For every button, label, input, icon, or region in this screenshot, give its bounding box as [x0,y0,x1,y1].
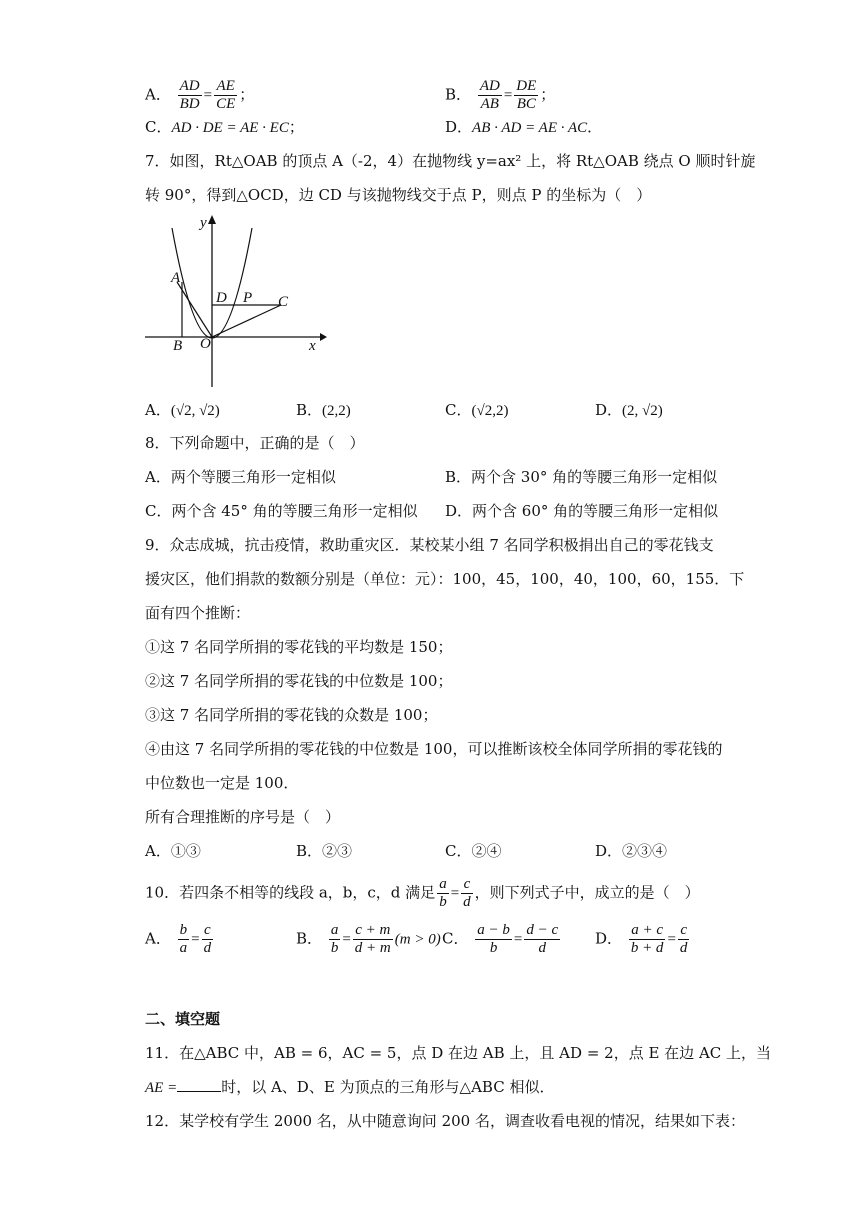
q10-option-b: B． $\frac{a}{b}$ = $\frac{c + m}{d + m}$ (m > 0) [296,922,441,956]
q9-option-c: C．②④ [445,842,502,860]
q11-line1: 11．在△ABC 中，AB = 6，AC = 5，点 D 在边 AB 上，且 AD = 2，点 E 在边 AC 上，当 [145,1044,772,1062]
label-p: P [243,290,253,306]
answer-blank[interactable] [177,1077,221,1092]
q6-option-a: A． $\frac{AD}{BD}$ = $\frac{AE}{CE}$ ； [145,78,255,112]
label-b: B [173,338,183,354]
q9-stem-line3: 面有四个推断： [145,604,251,622]
q8-option-c: C．两个含 45° 角的等腰三角形一定相似 [145,502,418,520]
q9-statement-3: ③这 7 名同学所捐的零花钱的众数是 100； [145,706,438,724]
q9-statement-1: ①这 7 名同学所捐的零花钱的平均数是 150； [145,638,453,656]
q9-stem-line1: 9．众志成城，抗击疫情，救助重灾区．某校某小组 7 名同学积极捐出自己的零花钱支 [145,536,714,554]
q9-option-b: B．②③ [296,842,353,860]
q7-option-a: A．(√2, √2) [145,401,220,419]
q7-stem-line2: 转 90°，得到△OCD，边 CD 与该抛物线交于点 P，则点 P 的坐标为（ ） [145,186,652,204]
q8-option-a: A．两个等腰三角形一定相似 [145,468,336,486]
fraction: $\frac{c}{d}$ [463,876,471,910]
q9-statement-2: ②这 7 名同学所捐的零花钱的中位数是 100； [145,672,453,690]
option-label: A． [145,85,171,104]
q6-option-c: C．AD · DE = AE · EC； [145,118,304,136]
label-x: x [309,338,316,354]
q7-stem-line1: 7．如图，Rt△OAB 的顶点 A（-2，4）在抛物线 y=ax² 上，将 Rt△OAB 绕点 O 顺时针旋 [145,152,756,170]
q9-statement-4a: ④由这 7 名同学所捐的零花钱的中位数是 100，可以推断该校全体同学所捐的零花钱的 [145,740,723,758]
q8-option-b: B．两个含 30° 角的等腰三角形一定相似 [445,468,718,486]
fraction: $\frac{AE}{CE}$ [216,78,236,112]
q7-option-d: D．(2, √2) [595,401,663,419]
q10-option-d: D． $\frac{a + c}{b + d}$ = $\frac{c}{d}$ [595,922,688,956]
q7-figure [140,210,330,390]
fraction: $\frac{a}{b}$ [439,876,447,910]
label-d: D [216,290,227,306]
label-a: A [171,270,181,286]
q8-stem: 8．下列命题中，正确的是（ ） [145,434,365,452]
q10-option-a: A． $\frac{b}{a}$ = $\frac{c}{d}$ [145,922,212,956]
q9-statement-4b: 中位数也一定是 100． [145,774,299,792]
option-label: B． [445,85,472,104]
x-axis-arrow [320,333,327,341]
q8-option-d: D．两个含 60° 角的等腰三角形一定相似 [445,502,719,520]
q9-stem-line2: 援灾区，他们捐款的数额分别是（单位：元）：100，45，100，40，100，60，155．下 [145,570,745,588]
q12-stem: 12．某学校有学生 2000 名，从中随意询问 200 名，调查收看电视的情况，结果如下表： [145,1112,745,1130]
fraction: $\frac{AD}{BD}$ [179,78,200,112]
q7-option-c: C．(√2,2) [445,401,509,419]
segment-oc [212,305,281,337]
q9-option-d: D．②③④ [595,842,668,860]
y-axis-arrow [208,215,216,224]
q11-line2: AE = 时，以 A、D、E 为顶点的三角形与△ABC 相似． [145,1078,555,1096]
q10-stem: 10．若四条不相等的线段 a，b，c，d 满足 $\frac{a}{b}$ = $\frac{c}{d}$ ，则下列式子中，成立的是（ ） [145,876,700,910]
label-c: C [278,294,289,310]
q9-option-a: A．①③ [145,842,201,860]
q9-ask: 所有合理推断的序号是（ ） [145,808,341,826]
label-o: O [200,336,211,352]
q6-option-d: D．AB · AD = AE · AC． [445,118,603,136]
fraction: $\frac{AD}{AB}$ [479,78,500,112]
label-y: y [200,215,207,231]
section-heading: 二、填空题 [145,1010,221,1028]
q7-option-b: B．(2,2) [296,401,351,419]
q6-option-b: B． $\frac{AD}{AB}$ = $\frac{DE}{BC}$ ； [445,78,556,112]
q10-option-c: C． $\frac{a - b}{b}$ = $\frac{d - c}{d}$ [442,922,559,956]
fraction: $\frac{DE}{BC}$ [516,78,537,112]
